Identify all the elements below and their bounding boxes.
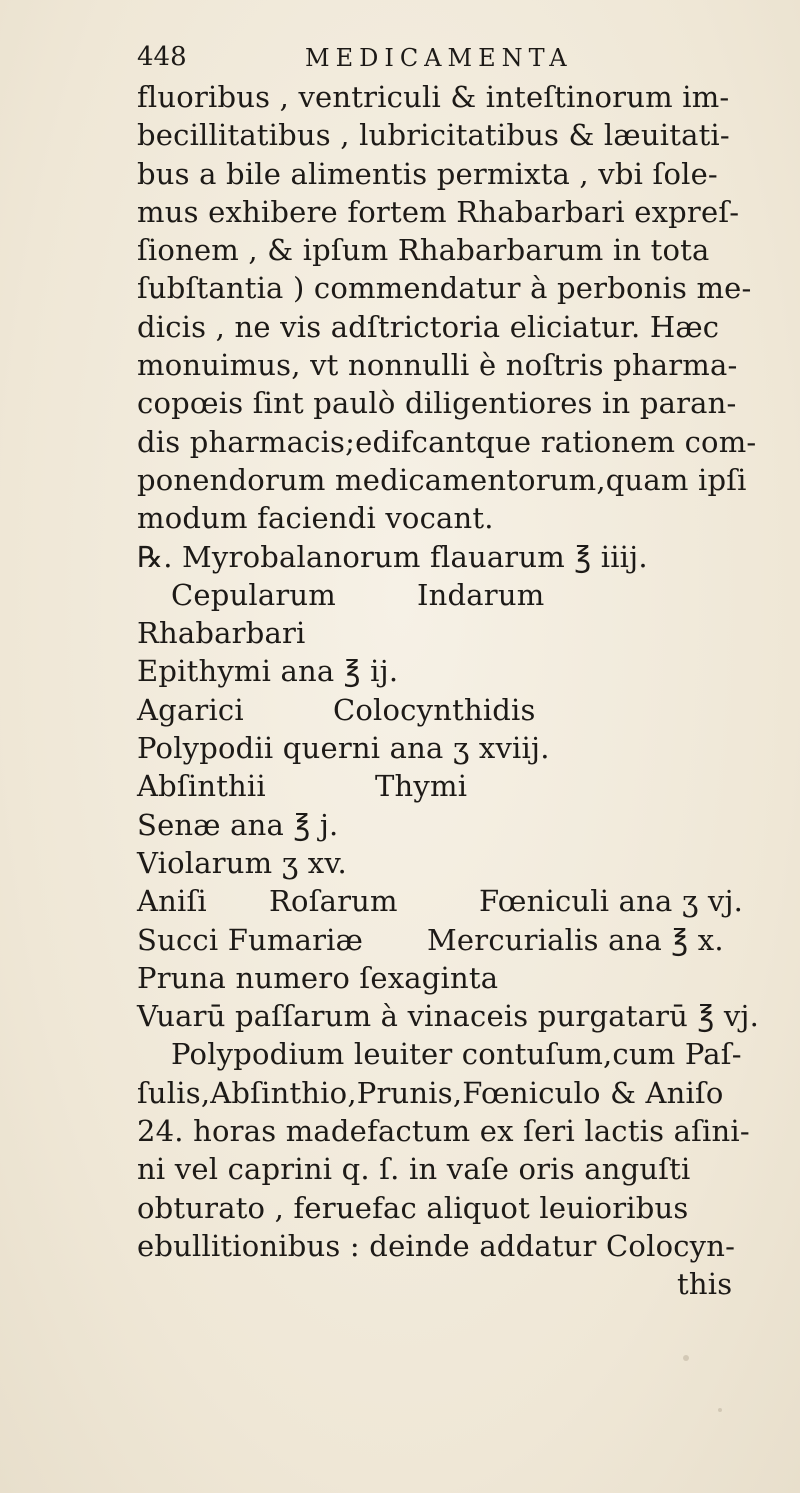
recipe-line	[137, 959, 787, 997]
recipe-line	[137, 997, 787, 1035]
recipe-item: Rhabarbari	[137, 616, 306, 651]
recipe-line	[137, 614, 787, 652]
running-title: MEDICAMENTA	[305, 44, 573, 72]
prose-paragraph	[137, 78, 787, 538]
text-line: copœis ſint paulò diligentiores in paran-	[137, 386, 737, 421]
text-line: obturato , feruefac aliquot leuioribus	[137, 1190, 689, 1225]
recipe-item: Fœniculi ana ʒ vj.	[479, 884, 744, 919]
recipe-line	[137, 691, 787, 729]
page-number: 448	[137, 42, 187, 72]
recipe-item: Indarum	[417, 577, 545, 612]
catchword-line	[137, 1265, 787, 1303]
recipe-item: Abſinthii	[137, 769, 266, 804]
recipe-line	[137, 729, 787, 767]
recipe-list	[137, 538, 787, 1036]
text-line: dis pharmacis;edifcantque rationem com-	[137, 424, 757, 459]
recipe-item: Mercurialis ana ℥ x.	[427, 922, 724, 957]
recipe-line	[137, 921, 787, 959]
text-line: ſubſtantia ) commendatur à perbonis me-	[137, 271, 752, 306]
recipe-item: Senæ ana ℥ j.	[137, 807, 339, 842]
text-line: ni vel caprini q. ſ. in vaſe oris anguſti	[137, 1152, 691, 1187]
recipe-item: Colocynthidis	[333, 692, 536, 727]
text-block	[137, 78, 787, 1304]
text-line: mus exhibere fortem Rhabarbari expreſ-	[137, 194, 740, 229]
recipe-line	[137, 806, 787, 844]
paper-spot	[683, 1355, 689, 1361]
text-line: ponendorum medicamentorum,quam ipſi	[137, 462, 747, 497]
text-line: bus a bile alimentis permixta , vbi ſole-	[137, 156, 718, 191]
recipe-item: Vuarū paſſarum à vinaceis purgatarū ℥ vj.	[137, 999, 760, 1034]
text-line: dicis , ne vis adſtrictoria eliciatur. Hæc	[137, 309, 720, 344]
recipe-line	[137, 538, 787, 576]
recipe-item: Agarici	[137, 692, 244, 727]
text-line: becillitatibus , lubricitatibus & læuitati-	[137, 118, 730, 153]
recipe-item: Pruna numero ſexaginta	[137, 960, 499, 995]
recipe-line	[137, 652, 787, 690]
text-line: ſionem , & ipſum Rhabarbarum in tota	[137, 233, 710, 268]
recipe-item: Polypodii querni ana ʒ xviij.	[137, 731, 550, 766]
recipe-item: Cepularum	[171, 577, 336, 612]
text-line: monuimus, vt nonnulli è noſtris pharma-	[137, 348, 738, 383]
catchword: this	[677, 1267, 733, 1302]
recipe-item: ℞. Myrobalanorum flauarum ℥ iiij.	[137, 539, 648, 574]
recipe-line	[137, 882, 787, 920]
recipe-item: Succi Fumariæ	[137, 922, 364, 957]
recipe-line	[137, 767, 787, 805]
recipe-item: Aniſi	[137, 884, 207, 919]
recipe-line	[137, 844, 787, 882]
text-line: ebullitionibus : deinde addatur Colocyn-	[137, 1228, 736, 1263]
text-line: Polypodium leuiter contuſum,cum Paſ-	[171, 1037, 742, 1072]
recipe-line	[137, 576, 787, 614]
text-line: 24. horas madefactum ex ſeri lactis aſini-	[137, 1114, 750, 1149]
text-line: ſulis,Abſinthio,Prunis,Fœniculo & Aniſo	[137, 1075, 724, 1110]
page-header	[137, 42, 737, 82]
recipe-item: Roſarum	[269, 884, 398, 919]
recipe-item: Violarum ʒ xv.	[137, 845, 347, 880]
paper-spot	[718, 1408, 722, 1412]
closing-paragraph	[137, 1035, 787, 1303]
recipe-item: Thymi	[375, 769, 468, 804]
text-line: fluoribus , ventriculi & inteſtinorum im-	[137, 80, 730, 114]
recipe-item: Epithymi ana ℥ ij.	[137, 654, 399, 689]
text-line: modum faciendi vocant.	[137, 501, 494, 536]
